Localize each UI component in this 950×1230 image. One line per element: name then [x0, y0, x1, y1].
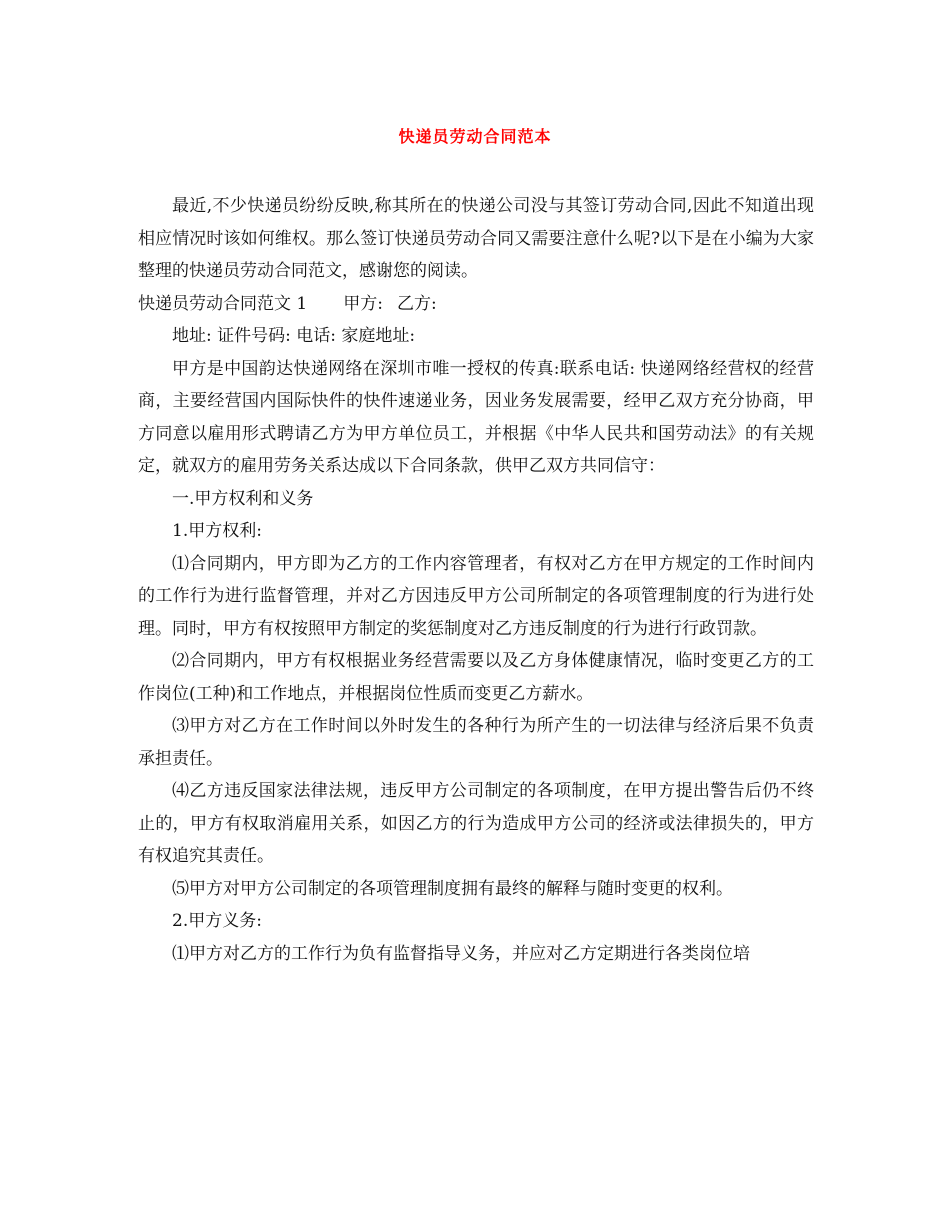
clause-paragraph: ⑴合同期内，甲方即为乙方的工作内容管理者，有权对乙方在甲方规定的工作时间内的工作行为进行监督管理，并对乙方因违反甲方公司所制定的各项管理制度的行为进行处理。同时，甲方有权按照甲方制定的奖惩制度对乙方违反制度的行为进行行政罚款。: [138, 553, 814, 639]
preamble-paragraph: 甲方是中国韵达快递网络在深圳市唯一授权的传真:联系电话: 快递网络经营权的经营商，主要经营国内国际快件的快件速递业务，因业务发展需要，经甲乙双方充分协商，甲方同意以雇用形式聘请乙方为甲方单位员工，并根据《中华人民共和国劳动法》的有关规定，就双方的雇用劳务关系达成以下合同条款，供甲乙双方共同信守：: [138, 358, 814, 476]
document-title: 快递员劳动合同范本: [398, 127, 552, 146]
intro-paragraph: 最近,不少快递员纷纷反映,称其所在的快递公司没与其签订劳动合同,因此不知道出现相应情况时该如何维权。那么签订快递员劳动合同又需要注意什么呢?以下是在小编为大家整理的快递员劳动合同范文，感谢您的阅读。: [138, 196, 814, 281]
clause-paragraph: ⑶甲方对乙方在工作时间以外时发生的各种行为所产生的一切法律与经济后果不负责承担责任。: [138, 716, 814, 769]
clause-paragraph: ⑷乙方违反国家法律法规，违反甲方公司制定的各项制度，在甲方提出警告后仍不终止的，甲方有权取消雇用关系，如因乙方的行为造成甲方公司的经济或法律损失的，甲方有权追究其责任。: [138, 781, 814, 866]
contract-heading: 快递员劳动合同范文 1: [138, 293, 308, 314]
clause-paragraph: ⑸甲方对甲方公司制定的各项管理制度拥有最终的解释与随时变更的权利。: [172, 878, 733, 899]
info-line: 地址: 证件号码: 电话: 家庭地址:: [172, 326, 416, 346]
party-b-label: 乙方:: [396, 293, 437, 314]
subsection-heading: 2.甲方义务:: [172, 911, 262, 931]
clause-paragraph: ⑴甲方对乙方的工作行为负有监督指导义务，并应对乙方定期进行各类岗位培: [172, 943, 750, 964]
section-heading: 一.甲方权利和义务: [172, 488, 314, 509]
clause-paragraph: ⑵合同期内，甲方有权根据业务经营需要以及乙方身体健康情况，临时变更乙方的工作岗位(工种)和工作地点，并根据岗位性质而变更乙方薪水。: [138, 651, 814, 704]
contract-heading-line: [138, 288, 814, 321]
subsection-heading: 1.甲方权利:: [172, 521, 262, 541]
party-a-label: 甲方:: [343, 293, 383, 314]
document-body: [138, 190, 814, 970]
